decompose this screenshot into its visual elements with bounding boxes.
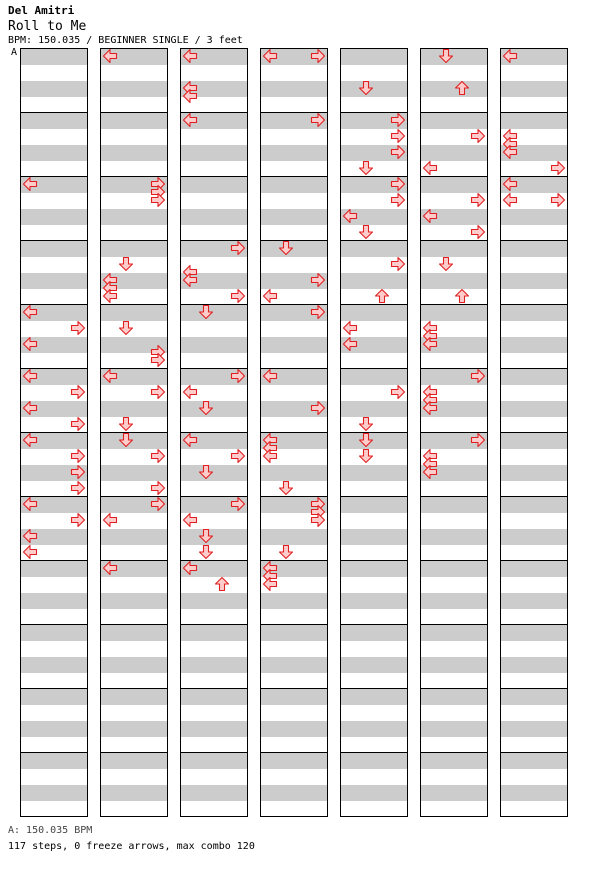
measure	[340, 752, 408, 817]
down-arrow-icon	[358, 432, 374, 448]
beat-band	[341, 369, 407, 385]
measure	[500, 432, 568, 497]
measure	[100, 112, 168, 177]
measure	[260, 688, 328, 753]
beat-band	[101, 625, 167, 641]
left-arrow-icon	[502, 192, 518, 208]
beat-band	[341, 497, 407, 513]
measure	[180, 624, 248, 689]
beat-band	[261, 721, 327, 737]
measure	[500, 560, 568, 625]
chart-column	[340, 48, 408, 816]
left-arrow-icon	[182, 112, 198, 128]
beat-band	[501, 369, 567, 385]
measure	[100, 688, 168, 753]
chart-info: BPM: 150.035 / BEGINNER SINGLE / 3 feet	[8, 35, 243, 46]
left-arrow-icon	[342, 208, 358, 224]
beat-band	[101, 401, 167, 417]
beat-band	[181, 337, 247, 353]
right-arrow-icon	[390, 176, 406, 192]
beat-band	[501, 785, 567, 801]
beat-band	[181, 305, 247, 321]
left-arrow-icon	[422, 160, 438, 176]
beat-band	[21, 625, 87, 641]
beat-band	[341, 465, 407, 481]
left-arrow-icon	[182, 88, 198, 104]
beat-band	[421, 657, 487, 673]
beat-band	[501, 593, 567, 609]
measure	[500, 304, 568, 369]
right-arrow-icon	[310, 400, 326, 416]
measure	[340, 48, 408, 113]
measure	[340, 432, 408, 497]
chart-column	[260, 48, 328, 816]
measure	[500, 240, 568, 305]
beat-band	[501, 753, 567, 769]
right-arrow-icon	[390, 128, 406, 144]
measure	[500, 496, 568, 561]
left-arrow-icon	[22, 400, 38, 416]
down-arrow-icon	[118, 256, 134, 272]
right-arrow-icon	[390, 112, 406, 128]
beat-band	[181, 177, 247, 193]
chart-column	[420, 48, 488, 816]
beat-band	[341, 657, 407, 673]
right-arrow-icon	[390, 384, 406, 400]
right-arrow-icon	[470, 224, 486, 240]
beat-band	[501, 305, 567, 321]
beat-band	[501, 401, 567, 417]
left-arrow-icon	[342, 336, 358, 352]
measure	[180, 688, 248, 753]
beat-band	[101, 81, 167, 97]
measure	[100, 624, 168, 689]
measure	[420, 688, 488, 753]
measure	[20, 560, 88, 625]
measure	[420, 496, 488, 561]
measure	[260, 624, 328, 689]
beat-band	[21, 689, 87, 705]
down-arrow-icon	[198, 400, 214, 416]
beat-band	[181, 401, 247, 417]
down-arrow-icon	[198, 528, 214, 544]
right-arrow-icon	[70, 416, 86, 432]
beat-band	[421, 689, 487, 705]
right-arrow-icon	[550, 192, 566, 208]
right-arrow-icon	[230, 496, 246, 512]
left-arrow-icon	[182, 432, 198, 448]
beat-band	[101, 657, 167, 673]
beat-band	[341, 593, 407, 609]
beat-band	[501, 465, 567, 481]
left-arrow-icon	[262, 48, 278, 64]
right-arrow-icon	[390, 192, 406, 208]
beat-band	[261, 529, 327, 545]
left-arrow-icon	[22, 368, 38, 384]
left-arrow-icon	[102, 560, 118, 576]
down-arrow-icon	[358, 80, 374, 96]
left-arrow-icon	[102, 48, 118, 64]
beat-band	[101, 721, 167, 737]
beat-band	[501, 209, 567, 225]
left-arrow-icon	[102, 368, 118, 384]
beat-band	[341, 401, 407, 417]
beat-band	[421, 145, 487, 161]
right-arrow-icon	[390, 256, 406, 272]
beat-band	[101, 529, 167, 545]
down-arrow-icon	[358, 224, 374, 240]
right-arrow-icon	[70, 320, 86, 336]
left-arrow-icon	[22, 432, 38, 448]
measure	[20, 48, 88, 113]
measure	[340, 368, 408, 433]
up-arrow-icon	[454, 288, 470, 304]
down-arrow-icon	[438, 256, 454, 272]
beat-band	[421, 305, 487, 321]
right-arrow-icon	[550, 160, 566, 176]
beat-band	[501, 273, 567, 289]
down-arrow-icon	[118, 432, 134, 448]
chart-column	[180, 48, 248, 816]
right-arrow-icon	[150, 480, 166, 496]
beat-band	[181, 465, 247, 481]
right-arrow-icon	[150, 352, 166, 368]
beat-band	[421, 177, 487, 193]
footer-bpm: A: 150.035 BPM	[8, 825, 93, 836]
right-arrow-icon	[70, 480, 86, 496]
up-arrow-icon	[214, 576, 230, 592]
beat-band	[341, 49, 407, 65]
beat-band	[501, 113, 567, 129]
beat-band	[261, 145, 327, 161]
beat-band	[261, 753, 327, 769]
beat-band	[421, 721, 487, 737]
measure	[420, 752, 488, 817]
beat-band	[101, 145, 167, 161]
beat-band	[261, 625, 327, 641]
left-arrow-icon	[102, 512, 118, 528]
left-arrow-icon	[422, 208, 438, 224]
right-arrow-icon	[470, 368, 486, 384]
beat-band	[341, 561, 407, 577]
beat-band	[181, 689, 247, 705]
beat-band	[421, 593, 487, 609]
measure	[500, 688, 568, 753]
left-arrow-icon	[22, 528, 38, 544]
beat-band	[181, 209, 247, 225]
measure	[180, 176, 248, 241]
beat-band	[181, 145, 247, 161]
beat-band	[341, 241, 407, 257]
right-arrow-icon	[470, 192, 486, 208]
beat-band	[501, 561, 567, 577]
measure	[340, 688, 408, 753]
beat-band	[341, 785, 407, 801]
beat-band	[421, 497, 487, 513]
measure	[420, 560, 488, 625]
beat-band	[341, 305, 407, 321]
chart-column	[100, 48, 168, 816]
beat-band	[21, 657, 87, 673]
measure	[420, 624, 488, 689]
beat-band	[181, 721, 247, 737]
beat-band	[421, 113, 487, 129]
beat-band	[181, 625, 247, 641]
down-arrow-icon	[198, 304, 214, 320]
up-arrow-icon	[374, 288, 390, 304]
beat-band	[261, 785, 327, 801]
beat-band	[21, 561, 87, 577]
down-arrow-icon	[358, 160, 374, 176]
beat-band	[341, 81, 407, 97]
left-arrow-icon	[182, 560, 198, 576]
beat-band	[341, 529, 407, 545]
beat-band	[261, 177, 327, 193]
beat-band	[21, 145, 87, 161]
down-arrow-icon	[358, 448, 374, 464]
beat-band	[101, 433, 167, 449]
beat-band	[501, 433, 567, 449]
right-arrow-icon	[390, 144, 406, 160]
measure	[340, 624, 408, 689]
right-arrow-icon	[310, 48, 326, 64]
measure	[500, 624, 568, 689]
right-arrow-icon	[470, 432, 486, 448]
down-arrow-icon	[198, 544, 214, 560]
beat-band	[261, 337, 327, 353]
beat-band	[101, 209, 167, 225]
beat-band	[101, 593, 167, 609]
chart-column	[20, 48, 88, 816]
right-arrow-icon	[150, 496, 166, 512]
right-arrow-icon	[230, 288, 246, 304]
beat-band	[101, 753, 167, 769]
right-arrow-icon	[70, 512, 86, 528]
left-arrow-icon	[182, 272, 198, 288]
left-arrow-icon	[502, 48, 518, 64]
beat-band	[501, 81, 567, 97]
left-arrow-icon	[422, 336, 438, 352]
beat-band	[21, 81, 87, 97]
left-arrow-icon	[182, 48, 198, 64]
beat-band	[501, 689, 567, 705]
measure	[180, 304, 248, 369]
beat-band	[21, 753, 87, 769]
beat-band	[341, 433, 407, 449]
left-arrow-icon	[262, 368, 278, 384]
beat-band	[421, 625, 487, 641]
beat-band	[181, 529, 247, 545]
right-arrow-icon	[310, 512, 326, 528]
beat-band	[261, 209, 327, 225]
left-arrow-icon	[22, 336, 38, 352]
beat-band	[421, 529, 487, 545]
bpm-marker-label: A	[11, 47, 18, 58]
right-arrow-icon	[310, 112, 326, 128]
down-arrow-icon	[278, 240, 294, 256]
left-arrow-icon	[102, 288, 118, 304]
beat-band	[21, 113, 87, 129]
beat-band	[421, 753, 487, 769]
down-arrow-icon	[198, 464, 214, 480]
beat-band	[101, 113, 167, 129]
left-arrow-icon	[22, 176, 38, 192]
left-arrow-icon	[182, 512, 198, 528]
right-arrow-icon	[310, 304, 326, 320]
beat-band	[181, 785, 247, 801]
down-arrow-icon	[118, 416, 134, 432]
beat-band	[21, 49, 87, 65]
measure	[260, 752, 328, 817]
beat-band	[101, 785, 167, 801]
beat-band	[21, 241, 87, 257]
left-arrow-icon	[422, 464, 438, 480]
up-arrow-icon	[454, 80, 470, 96]
footer-stats: 117 steps, 0 freeze arrows, max combo 120	[8, 841, 255, 852]
song-title: Roll to Me	[8, 19, 87, 34]
beat-band	[261, 689, 327, 705]
right-arrow-icon	[150, 384, 166, 400]
beat-band	[341, 625, 407, 641]
left-arrow-icon	[502, 144, 518, 160]
beat-band	[501, 497, 567, 513]
beat-band	[21, 785, 87, 801]
right-arrow-icon	[230, 448, 246, 464]
measure	[20, 624, 88, 689]
beat-band	[181, 753, 247, 769]
beat-band	[421, 49, 487, 65]
beat-band	[421, 273, 487, 289]
right-arrow-icon	[70, 448, 86, 464]
beat-band	[501, 241, 567, 257]
left-arrow-icon	[22, 544, 38, 560]
beat-band	[341, 721, 407, 737]
measure	[100, 752, 168, 817]
right-arrow-icon	[150, 448, 166, 464]
beat-band	[101, 305, 167, 321]
measure	[20, 112, 88, 177]
left-arrow-icon	[342, 320, 358, 336]
beat-band	[341, 273, 407, 289]
left-arrow-icon	[22, 496, 38, 512]
beat-band	[421, 785, 487, 801]
beat-band	[21, 721, 87, 737]
measure	[340, 560, 408, 625]
beat-band	[21, 209, 87, 225]
down-arrow-icon	[278, 544, 294, 560]
right-arrow-icon	[70, 464, 86, 480]
beat-band	[21, 593, 87, 609]
beat-band	[501, 625, 567, 641]
beat-band	[261, 657, 327, 673]
right-arrow-icon	[70, 384, 86, 400]
left-arrow-icon	[262, 576, 278, 592]
right-arrow-icon	[150, 192, 166, 208]
right-arrow-icon	[230, 368, 246, 384]
measure	[180, 752, 248, 817]
measure	[20, 688, 88, 753]
right-arrow-icon	[310, 272, 326, 288]
beat-band	[501, 657, 567, 673]
measure	[500, 368, 568, 433]
beat-band	[501, 721, 567, 737]
down-arrow-icon	[358, 416, 374, 432]
right-arrow-icon	[470, 128, 486, 144]
song-artist: Del Amitri	[8, 4, 75, 17]
chart-column	[500, 48, 568, 816]
down-arrow-icon	[278, 480, 294, 496]
down-arrow-icon	[438, 48, 454, 64]
beat-band	[101, 241, 167, 257]
beat-band	[181, 593, 247, 609]
down-arrow-icon	[118, 320, 134, 336]
beat-band	[101, 689, 167, 705]
left-arrow-icon	[502, 176, 518, 192]
measure	[20, 752, 88, 817]
left-arrow-icon	[262, 448, 278, 464]
beat-band	[101, 465, 167, 481]
beat-band	[341, 753, 407, 769]
beat-band	[501, 529, 567, 545]
beat-band	[261, 81, 327, 97]
beat-band	[261, 241, 327, 257]
beat-band	[501, 337, 567, 353]
beat-band	[261, 593, 327, 609]
measure	[500, 752, 568, 817]
beat-band	[421, 241, 487, 257]
measure	[340, 496, 408, 561]
left-arrow-icon	[422, 400, 438, 416]
left-arrow-icon	[262, 288, 278, 304]
beat-band	[421, 561, 487, 577]
beat-band	[261, 465, 327, 481]
beat-band	[21, 273, 87, 289]
beat-band	[341, 689, 407, 705]
measure	[20, 240, 88, 305]
left-arrow-icon	[22, 304, 38, 320]
right-arrow-icon	[230, 240, 246, 256]
beat-band	[181, 657, 247, 673]
measure	[260, 176, 328, 241]
left-arrow-icon	[182, 384, 198, 400]
